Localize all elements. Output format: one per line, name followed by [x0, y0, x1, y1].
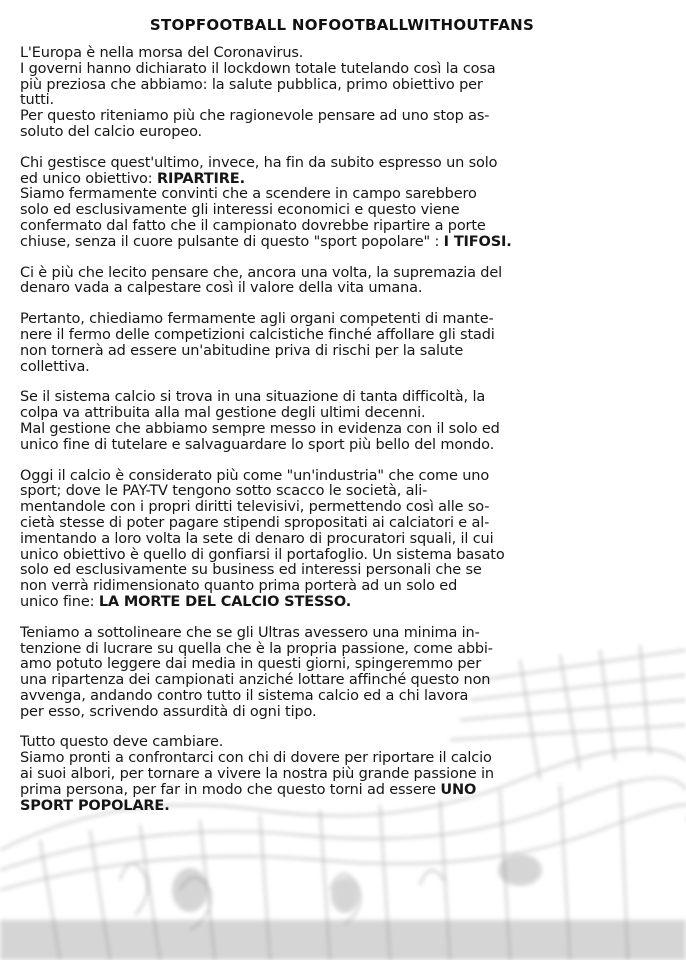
emphasis-ripartire: RIPARTIRE.: [156, 170, 245, 187]
text-line: Siamo pronti a confrontarci con chi di dovere per riportare il calcio: [20, 750, 492, 767]
text-line: Teniamo a sottolineare che se gli Ultras avessero una minima in-: [20, 624, 480, 641]
paragraph-cambiare: [20, 735, 664, 814]
text-line: Chi gestisce quest'ultimo, invece, ha fin da subito espresso un solo: [20, 154, 498, 171]
text-line: amo potuto leggere dai media in questi giorni, spingeremmo per: [20, 656, 482, 673]
paragraph-sistema-calcio: [20, 390, 664, 453]
paragraph-pertanto: [20, 312, 664, 375]
text-line: I governi hanno dichiarato il lockdown totale tutelando così la cosa: [20, 60, 496, 77]
document-title: STOPFOOTBALL NOFOOTBALLWITHOUTFANS: [149, 16, 535, 34]
text-line: tutti.: [20, 92, 54, 109]
text-line: solo ed esclusivamente gli interessi economici e questo viene: [20, 202, 460, 219]
paragraph-intro: [20, 46, 664, 141]
text-line: avvenga, andando contro tutto il sistema calcio ed a chi lavora: [20, 687, 469, 704]
emphasis-morte-calcio: LA MORTE DEL CALCIO STESSO.: [98, 593, 352, 610]
text-line: mentandole con i propri diritti televisivi, permettendo così alle so-: [20, 499, 490, 516]
text-line: sport; dove le PAY-TV tengono sotto scacco le società, ali-: [20, 483, 428, 500]
text-line: Ci è più che lecito pensare che, ancora una volta, la supremazia del: [20, 264, 503, 281]
text-line: Oggi il calcio è considerato più come "un'industria" che come uno: [20, 467, 490, 484]
text-line: L'Europa è nella morsa del Coronavirus.: [20, 45, 304, 61]
text-line: collettiva.: [20, 358, 90, 375]
text-segment: ed unico obiettivo:: [20, 170, 157, 187]
text-line: solo ed esclusivamente su business ed interessi personali che se: [20, 562, 482, 579]
text-line: per esso, scrivendo assurdità di ogni tipo.: [20, 703, 317, 720]
text-line: denaro vada a calpestare così il valore della vita umana.: [20, 280, 423, 297]
paragraph-ultras: [20, 626, 664, 721]
text-line: soluto del calcio europeo.: [20, 123, 203, 140]
text-line: [20, 799, 664, 815]
text-line: Siamo fermamente convinti che a scendere in campo sarebbero: [20, 186, 477, 203]
emphasis-sport-popolare: SPORT POPOLARE.: [20, 797, 170, 814]
text-line: Mal gestione che abbiamo sempre messo in evidenza con il solo ed: [20, 420, 500, 437]
text-line: Pertanto, chiediamo fermamente agli organi competenti di mante-: [20, 311, 494, 328]
text-line: [20, 172, 664, 188]
text-line: non verrà ridimensionato quanto prima porterà ad un solo ed: [20, 578, 458, 595]
text-line: più preziosa che abbiamo: la salute pubblica, primo obiettivo per: [20, 76, 483, 93]
text-line: [20, 783, 664, 799]
text-segment: prima persona, per far in modo che questo torni ad essere: [20, 781, 441, 798]
text-line: unico fine di tutelare e salvaguardare lo sport più bello del mondo.: [20, 436, 495, 453]
text-line: imentando a loro volta la sete di denaro di procuratori squali, il cui: [20, 530, 494, 547]
text-line: Per questo riteniamo più che ragionevole pensare ad uno stop as-: [20, 108, 490, 125]
emphasis-tifosi: I TIFOSI.: [443, 233, 512, 250]
text-line: colpa va attribuita alla mal gestione degli ultimi decenni.: [20, 405, 426, 422]
text-line: non tornerà ad essere un'abitudine priva di rischi per la salute: [20, 342, 464, 359]
text-line: una ripartenza dei campionati anziché lottare affinché questo non: [20, 672, 491, 689]
paragraph-denaro: [20, 266, 664, 298]
text-line: Se il sistema calcio si trova in una situazione di tanta difficoltà, la: [20, 389, 486, 406]
text-line: ai suoi albori, per tornare a vivere la nostra più grande passione in: [20, 766, 494, 783]
text-segment: unico fine:: [20, 593, 99, 610]
text-line: [20, 235, 664, 251]
text-line: [20, 595, 664, 611]
text-line: confermato dal fatto che il campionato dovrebbe ripartire a porte: [20, 217, 486, 234]
text-segment: chiuse, senza il cuore pulsante di questo "sport popolare" :: [20, 233, 444, 250]
emphasis-uno: UNO: [440, 781, 477, 798]
paragraph-ripartire: [20, 156, 664, 251]
text-line: Tutto questo deve cambiare.: [20, 734, 224, 751]
text-line: cietà stesse di poter pagare stipendi spropositati ai calciatori e al-: [20, 514, 490, 531]
text-line: unico obiettivo è quello di gonfiarsi il portafoglio. Un sistema basato: [20, 546, 505, 563]
paragraph-industria: [20, 469, 664, 611]
text-line: nere il fermo delle competizioni calcistiche finché affollare gli stadi: [20, 326, 495, 343]
text-line: tenzione di lucrare su quella che è la propria passione, come abbi-: [20, 640, 493, 657]
